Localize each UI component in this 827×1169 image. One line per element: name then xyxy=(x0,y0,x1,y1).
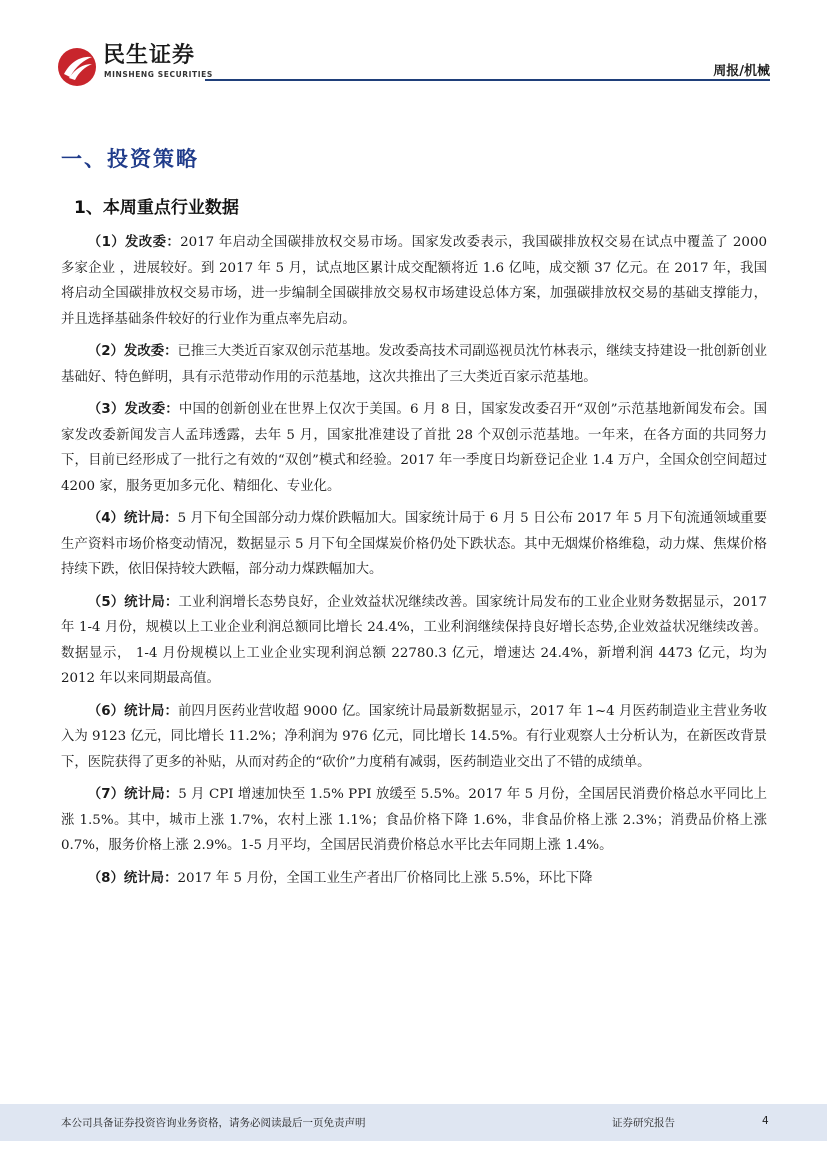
paragraph-lead: （2）发改委： xyxy=(87,344,178,359)
paragraph-text: 5 月下旬全国部分动力煤价跌幅加大。国家统计局于 6 月 5 日公布 2017 年 5 月下旬流通领域重要生产资料市场价格变动情况，数据显示 5 月下旬全国煤炭价格仍处下跌状态。其中无烟煤价格维稳，动力煤、焦煤价格持续下跌，依旧保持较大跌幅，部分动力煤跌幅加大。 xyxy=(61,511,767,577)
page-footer xyxy=(0,1104,827,1141)
report-category: 周报/机械 xyxy=(713,64,770,79)
paragraph-lead: （6）统计局： xyxy=(87,703,178,719)
paragraph-text: 2017 年启动全国碳排放权交易市场。国家发改委表示，我国碳排放权交易在试点中覆盖了 2000 多家企业 ，进展较好。到 2017 年 5 月，试点地区累计成交配额将近 1.6 亿吨，成交额 37 亿元。在 2017 年，我国将启动全国碳排放权交易市场，进一步编制全国碳排放交易权市场建设总体方案，加强碳排放权交易的基础支撑能力，并且选择基础条件较好的行业作为重点率先启动。 xyxy=(61,235,767,327)
page-number: 4 xyxy=(762,1115,769,1127)
page-header xyxy=(0,0,827,90)
paragraph-lead: （8）统计局： xyxy=(87,870,178,886)
paragraph xyxy=(61,782,767,859)
footer-report-type: 证券研究报告 xyxy=(612,1117,675,1129)
paragraph-lead: （1）发改委： xyxy=(87,235,181,250)
paragraph-text: 工业利润增长态势良好，企业效益状况继续改善。国家统计局发布的工业企业财务数据显示，2017 年 1-4 月份，规模以上工业企业利润总额同比增长 24.4%，工业利润继续保持良好增长态势,企业效益状况继续改善。数据显示， 1-4 月份规模以上工业企业实现利润总额 22780.3 亿元，增速达 24.4%，新增利润 4473 亿元，均为 2012 年以来同期最高值。 xyxy=(61,594,767,686)
paragraph-lead: （3）发改委： xyxy=(87,402,179,417)
footer-disclaimer: 本公司具备证券投资咨询业务资格，请务必阅读最后一页免责声明 xyxy=(61,1117,366,1129)
document-body xyxy=(61,230,767,898)
minsheng-logo-icon xyxy=(57,47,97,87)
paragraph-text: 2017 年 5 月份，全国工业生产者出厂价格同比上涨 5.5%，环比下降 xyxy=(177,870,593,886)
paragraph xyxy=(61,866,767,892)
paragraph-text: 已推三大类近百家双创示范基地。发改委高技术司副巡视员沈竹林表示，继续支持建设一批创新创业基础好、特色鲜明，具有示范带动作用的示范基地，这次共推出了三大类近百家示范基地。 xyxy=(61,344,767,385)
paragraph xyxy=(61,590,767,692)
subsection-title: 1、本周重点行业数据 xyxy=(74,198,239,218)
paragraph xyxy=(61,230,767,332)
paragraph-text: 中国的创新创业在世界上仅次于美国。6 月 8 日，国家发改委召开“双创”示范基地新闻发布会。国家发改委新闻发言人孟玮透露，去年 5 月，国家批准建设了首批 28 个双创示范基地。一年来，在各方面的共同努力下，目前已经形成了一批行之有效的“双创”模式和经验。2017 年一季度日均新登记企业 1.4 万户，全国众创空间超过 4200 家，服务更加多元化、精细化、专业化。 xyxy=(61,402,767,494)
paragraph-lead: （4）统计局： xyxy=(87,511,178,526)
paragraph-text: 5 月 CPI 增速加快至 1.5% PPI 放缓至 5.5%。2017 年 5 月份，全国居民消费价格总水平同比上涨 1.5%。其中，城市上涨 1.7%，农村上涨 1.1%；食品价格下降 1.6%，非食品价格上涨 2.3%；消费品价格上涨 0.7%，服务价格上涨 2.9%。1-5 月平均，全国居民消费价格总水平比去年同期上涨 1.4%。 xyxy=(61,787,767,853)
paragraph xyxy=(61,339,767,390)
paragraph-text: 前四月医药业营收超 9000 亿。国家统计局最新数据显示，2017 年 1~4 月医药制造业主营业务收入为 9123 亿元，同比增长 11.2%；净利润为 976 亿元，同比增长 14.5%。有行业观察人士分析认为，在新医改背景下，医院获得了更多的补贴，从而对药企的“砍价”力度稍有减弱，医药制造业交出了不错的成绩单。 xyxy=(61,703,767,770)
section-title: 一、投资策略 xyxy=(61,147,199,171)
logo-english-name: MINSHENG SECURITIES xyxy=(104,70,213,79)
paragraph-lead: （5）统计局： xyxy=(87,594,179,610)
paragraph-lead: （7）统计局： xyxy=(87,787,179,802)
paragraph xyxy=(61,699,767,776)
paragraph xyxy=(61,506,767,583)
header-divider xyxy=(205,79,770,81)
paragraph xyxy=(61,397,767,499)
logo-chinese-name: 民生证券 xyxy=(103,43,196,68)
